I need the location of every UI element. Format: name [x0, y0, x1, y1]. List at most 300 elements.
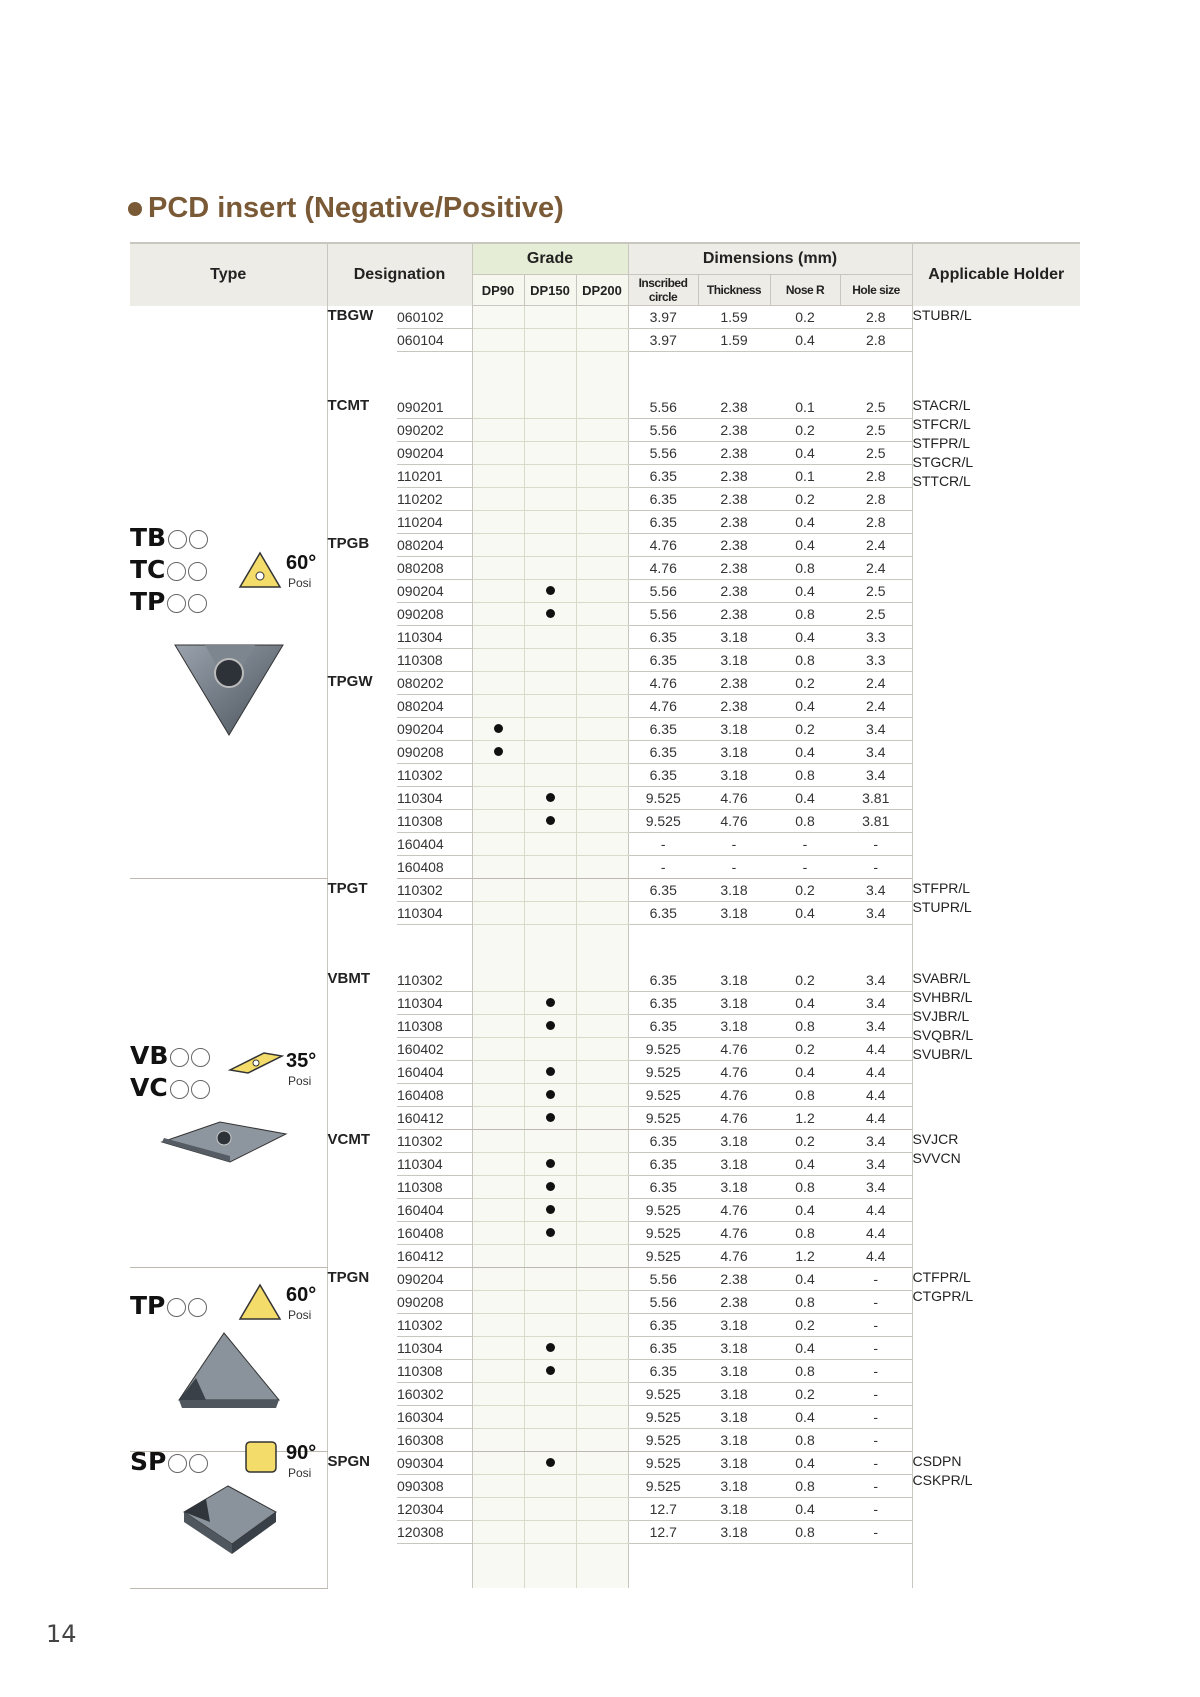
grade-cell — [472, 1337, 524, 1360]
dimension-cell: 6.35 — [628, 764, 698, 787]
designation-code: 160404 — [397, 1061, 472, 1084]
grade-cell — [472, 1452, 524, 1475]
dimension-cell: 2.38 — [698, 511, 770, 534]
grade-cell — [524, 1222, 576, 1245]
dimension-cell: - — [770, 856, 840, 879]
dimension-cell — [840, 352, 912, 375]
grade-cell — [524, 1176, 576, 1199]
grade-cell — [472, 1360, 524, 1383]
dimension-cell — [628, 947, 698, 969]
dimension-cell: 3.18 — [698, 649, 770, 672]
dimension-cell: 4.76 — [698, 1038, 770, 1061]
designation-code: 110201 — [397, 465, 472, 488]
dimension-cell: 0.2 — [770, 1314, 840, 1337]
dimension-cell: 4.76 — [628, 672, 698, 695]
grade-cell — [472, 1544, 524, 1567]
grade-cell — [472, 557, 524, 580]
grade-cell — [472, 1176, 524, 1199]
dimension-cell: 3.18 — [698, 902, 770, 925]
series-code: TBGW — [327, 306, 374, 324]
dimension-cell: 4.76 — [698, 1061, 770, 1084]
dimension-cell: 6.35 — [628, 1130, 698, 1153]
dimension-cell: 2.5 — [840, 419, 912, 442]
title-bullet-icon — [128, 202, 142, 216]
square-shape-icon — [244, 1440, 278, 1474]
designation-code: 110304 — [397, 902, 472, 925]
dimension-cell: 6.35 — [628, 902, 698, 925]
rhombus-shape-icon — [228, 1050, 284, 1076]
designation-code: 120308 — [397, 1521, 472, 1544]
designation-code: 110204 — [397, 511, 472, 534]
grade-cell — [576, 603, 628, 626]
dimension-cell: 2.38 — [698, 1268, 770, 1291]
dimension-cell: 0.4 — [770, 787, 840, 810]
dimension-cell: 2.4 — [840, 557, 912, 580]
designation-code: 160304 — [397, 1406, 472, 1429]
grade-cell — [524, 465, 576, 488]
dimension-cell: 3.18 — [698, 969, 770, 992]
grade-cell — [524, 1153, 576, 1176]
dimension-cell: - — [840, 1360, 912, 1383]
holder-name: SVJBR/L — [912, 1008, 970, 1024]
grade-cell — [524, 672, 576, 695]
dimension-cell: 1.2 — [770, 1107, 840, 1130]
grade-cell — [576, 833, 628, 856]
grade-cell — [472, 1521, 524, 1544]
dimension-cell: 3.18 — [698, 1360, 770, 1383]
dimension-cell: - — [840, 1429, 912, 1452]
dimension-cell: 6.35 — [628, 992, 698, 1015]
applicable-holder-cell — [912, 879, 1080, 970]
designation-code: 110308 — [397, 1360, 472, 1383]
dimension-cell: 6.35 — [628, 649, 698, 672]
grade-cell — [576, 1498, 628, 1521]
dimension-cell — [840, 925, 912, 948]
dimension-cell: 2.5 — [840, 603, 912, 626]
designation-code: 110304 — [397, 1153, 472, 1176]
grade-cell — [576, 374, 628, 396]
grade-cell — [472, 1291, 524, 1314]
dimension-cell: 0.4 — [770, 442, 840, 465]
designation-code: 160404 — [397, 1199, 472, 1222]
dimension-cell: 12.7 — [628, 1498, 698, 1521]
dimension-cell: - — [840, 1268, 912, 1291]
designation-code: 160308 — [397, 1429, 472, 1452]
grade-cell — [524, 306, 576, 329]
dimension-cell: 1.59 — [698, 329, 770, 352]
grade-cell — [524, 419, 576, 442]
table-row — [130, 879, 1080, 902]
applicable-holder-cell — [912, 1452, 1080, 1589]
dimension-cell: 2.38 — [698, 695, 770, 718]
grade-cell — [472, 1245, 524, 1268]
grade-cell — [472, 626, 524, 649]
grade-cell — [576, 992, 628, 1015]
dimension-cell: 5.56 — [628, 396, 698, 419]
holder-name: SVQBR/L — [912, 1027, 974, 1043]
dimension-cell: 0.8 — [770, 1429, 840, 1452]
grade-available-icon — [546, 1205, 555, 1214]
dimension-cell: 2.38 — [698, 419, 770, 442]
grade-cell — [524, 879, 576, 902]
grade-cell — [472, 374, 524, 396]
dimension-cell: 2.38 — [698, 1291, 770, 1314]
grade-cell — [524, 695, 576, 718]
dimension-cell: - — [840, 856, 912, 879]
header-grade-dp90: DP90 — [472, 275, 524, 306]
triangle-shape-icon — [238, 550, 282, 590]
dimension-cell: 3.18 — [698, 718, 770, 741]
grade-cell — [576, 787, 628, 810]
grade-cell — [472, 879, 524, 902]
dimension-cell: 4.4 — [840, 1222, 912, 1245]
dimension-cell — [770, 1566, 840, 1588]
grade-available-icon — [546, 1159, 555, 1168]
dimension-cell: 3.4 — [840, 879, 912, 902]
dimension-cell: 0.2 — [770, 672, 840, 695]
dimension-cell: 0.2 — [770, 419, 840, 442]
dimension-cell: 5.56 — [628, 1291, 698, 1314]
dimension-cell: 9.525 — [628, 1222, 698, 1245]
dimension-cell — [770, 925, 840, 948]
grade-cell — [576, 1291, 628, 1314]
designation-code: 110302 — [397, 969, 472, 992]
dimension-cell: 6.35 — [628, 879, 698, 902]
grade-cell — [472, 764, 524, 787]
dimension-cell: 2.5 — [840, 442, 912, 465]
series-code: TPGB — [327, 534, 370, 552]
dimension-cell: 4.4 — [840, 1107, 912, 1130]
designation-code: 110302 — [397, 1314, 472, 1337]
dimension-cell: 1.59 — [698, 306, 770, 329]
designation-code: 160404 — [397, 833, 472, 856]
dimension-cell: - — [840, 1521, 912, 1544]
series-code: VCMT — [327, 1130, 370, 1148]
grade-cell — [576, 879, 628, 902]
grade-cell — [576, 1314, 628, 1337]
header-grade-dp150: DP150 — [524, 275, 576, 306]
dimension-cell: 1.2 — [770, 1245, 840, 1268]
grade-cell — [576, 1566, 628, 1588]
dimension-cell: 3.3 — [840, 649, 912, 672]
dimension-cell: 3.18 — [698, 1521, 770, 1544]
grade-cell — [576, 580, 628, 603]
grade-cell — [472, 1153, 524, 1176]
dimension-cell — [698, 1544, 770, 1567]
grade-cell — [576, 534, 628, 557]
grade-cell — [576, 969, 628, 992]
designation-code: 090204 — [397, 718, 472, 741]
dimension-cell: 2.4 — [840, 672, 912, 695]
series-code: TPGN — [327, 1268, 370, 1286]
dimension-cell — [840, 947, 912, 969]
grade-cell — [472, 787, 524, 810]
series-code: TPGW — [327, 672, 373, 690]
grade-cell — [576, 465, 628, 488]
grade-cell — [524, 626, 576, 649]
applicable-holder-cell — [912, 1268, 1080, 1452]
dimension-cell: 4.76 — [698, 1245, 770, 1268]
designation-code: 060104 — [397, 329, 472, 352]
grade-cell — [576, 419, 628, 442]
grade-cell — [524, 329, 576, 352]
designation-code: 160402 — [397, 1038, 472, 1061]
grade-cell — [576, 626, 628, 649]
header-designation: Designation — [327, 243, 472, 306]
dimension-cell: 4.76 — [628, 534, 698, 557]
grade-cell — [472, 1038, 524, 1061]
grade-cell — [472, 833, 524, 856]
dimension-cell: 0.4 — [770, 1452, 840, 1475]
dimension-cell — [698, 925, 770, 948]
table-row — [130, 306, 1080, 329]
header-nose-r: Nose R — [770, 275, 840, 306]
dimension-cell — [628, 1544, 698, 1567]
grade-cell — [576, 1429, 628, 1452]
grade-cell — [524, 741, 576, 764]
grade-cell — [472, 695, 524, 718]
grade-cell — [576, 1360, 628, 1383]
dimension-cell: 0.8 — [770, 1015, 840, 1038]
grade-cell — [576, 902, 628, 925]
header-grade: Grade — [472, 243, 628, 275]
dimension-cell: 3.18 — [698, 1176, 770, 1199]
grade-cell — [472, 442, 524, 465]
dimension-cell: 3.18 — [698, 626, 770, 649]
grade-cell — [576, 1452, 628, 1475]
holder-name: STUBR/L — [912, 306, 972, 323]
dimension-cell: 2.38 — [698, 672, 770, 695]
dimension-cell: 0.4 — [770, 511, 840, 534]
dimension-cell: 0.4 — [770, 741, 840, 764]
dimension-cell: 4.76 — [698, 810, 770, 833]
grade-cell — [524, 902, 576, 925]
triangular-insert-image — [170, 640, 288, 740]
dimension-cell — [628, 925, 698, 948]
dimension-cell: 6.35 — [628, 1360, 698, 1383]
dimension-cell: 0.8 — [770, 603, 840, 626]
grade-cell — [576, 810, 628, 833]
holder-name: CTFPR/L — [912, 1268, 971, 1285]
grade-cell — [524, 511, 576, 534]
designation-code: 090208 — [397, 603, 472, 626]
type-group-tb-tc-tp: TB TC TP 60° Posi — [130, 522, 325, 618]
sp-insert-image — [176, 1482, 282, 1558]
grade-cell — [472, 1383, 524, 1406]
designation-code: 160408 — [397, 856, 472, 879]
grade-cell — [472, 306, 524, 329]
dimension-cell: 5.56 — [628, 603, 698, 626]
grade-cell — [524, 1521, 576, 1544]
grade-cell — [472, 1475, 524, 1498]
grade-cell — [524, 442, 576, 465]
grade-cell — [524, 534, 576, 557]
dimension-cell: 9.525 — [628, 810, 698, 833]
grade-cell — [576, 1015, 628, 1038]
dimension-cell: 6.35 — [628, 718, 698, 741]
grade-cell — [524, 1107, 576, 1130]
grade-cell — [524, 718, 576, 741]
dimension-cell: - — [840, 1406, 912, 1429]
grade-available-icon — [546, 1090, 555, 1099]
dimension-cell: 2.5 — [840, 580, 912, 603]
dimension-cell: 0.2 — [770, 718, 840, 741]
grade-cell — [576, 1245, 628, 1268]
dimension-cell: 0.2 — [770, 1130, 840, 1153]
grade-cell — [576, 1176, 628, 1199]
grade-cell — [576, 1130, 628, 1153]
grade-cell — [524, 1199, 576, 1222]
grade-cell — [472, 329, 524, 352]
grade-available-icon — [546, 1343, 555, 1352]
dimension-cell: - — [840, 833, 912, 856]
designation-code: 160408 — [397, 1084, 472, 1107]
dimension-cell: 4.76 — [628, 557, 698, 580]
dimension-cell: 3.4 — [840, 902, 912, 925]
designation-code: 160412 — [397, 1107, 472, 1130]
dimension-cell: 3.18 — [698, 1153, 770, 1176]
dimension-cell: 3.4 — [840, 1130, 912, 1153]
grade-available-icon — [546, 586, 555, 595]
type-group-tp: TP 60° Posi — [130, 1290, 325, 1322]
designation-code: 090201 — [397, 396, 472, 419]
dimension-cell: 6.35 — [628, 465, 698, 488]
dimension-cell: 0.8 — [770, 1475, 840, 1498]
grade-cell — [524, 1475, 576, 1498]
dimension-cell: 3.4 — [840, 1153, 912, 1176]
dimension-cell: 3.18 — [698, 1452, 770, 1475]
type-group-vb-vc: VB VC 35° Posi — [130, 1040, 325, 1104]
grade-cell — [472, 1429, 524, 1452]
grade-available-icon — [546, 816, 555, 825]
dimension-cell — [698, 1566, 770, 1588]
dimension-cell: 6.35 — [628, 1314, 698, 1337]
dimension-cell — [698, 374, 770, 396]
dimension-cell: 2.38 — [698, 580, 770, 603]
triangle-shape-icon-2 — [238, 1282, 282, 1322]
grade-cell — [524, 1015, 576, 1038]
dimension-cell: 9.525 — [628, 1084, 698, 1107]
grade-cell — [524, 1268, 576, 1291]
dimension-cell: 3.97 — [628, 306, 698, 329]
dimension-cell: 3.18 — [698, 1015, 770, 1038]
dimension-cell: 9.525 — [628, 1383, 698, 1406]
holder-name: STFPR/L — [912, 435, 971, 451]
dimension-cell: 4.76 — [698, 787, 770, 810]
grade-cell — [472, 488, 524, 511]
dimension-cell: 6.35 — [628, 1153, 698, 1176]
grade-cell — [524, 488, 576, 511]
grade-cell — [524, 1429, 576, 1452]
grade-cell — [576, 1544, 628, 1567]
grade-cell — [524, 352, 576, 375]
dimension-cell: 4.4 — [840, 1061, 912, 1084]
grade-cell — [472, 1566, 524, 1588]
page-title: PCD insert (Negative/Positive) — [128, 192, 564, 225]
grade-available-icon — [546, 1113, 555, 1122]
dimension-cell — [770, 947, 840, 969]
grade-available-icon — [546, 609, 555, 618]
grade-cell — [524, 396, 576, 419]
dimension-cell: 0.4 — [770, 1061, 840, 1084]
grade-cell — [524, 833, 576, 856]
grade-cell — [524, 1061, 576, 1084]
grade-cell — [524, 1291, 576, 1314]
grade-cell — [524, 374, 576, 396]
dimension-cell: 2.38 — [698, 396, 770, 419]
series-code: SPGN — [327, 1452, 371, 1470]
designation-code: 110302 — [397, 764, 472, 787]
grade-cell — [472, 419, 524, 442]
dimension-cell: 6.35 — [628, 511, 698, 534]
grade-cell — [472, 1314, 524, 1337]
dimension-cell — [840, 374, 912, 396]
holder-name: CSDPN — [912, 1452, 962, 1469]
dimension-cell: 2.8 — [840, 488, 912, 511]
dimension-cell: - — [840, 1475, 912, 1498]
dimension-cell: 3.18 — [698, 1337, 770, 1360]
grade-cell — [472, 718, 524, 741]
holder-name: STACR/L — [912, 397, 971, 413]
grade-cell — [472, 1130, 524, 1153]
grade-cell — [472, 396, 524, 419]
grade-cell — [576, 1521, 628, 1544]
grade-cell — [472, 969, 524, 992]
designation-code: 090208 — [397, 1291, 472, 1314]
grade-cell — [524, 1084, 576, 1107]
dimension-cell: 5.56 — [628, 419, 698, 442]
type-group-sp: SP 90° Posi — [130, 1446, 325, 1478]
grade-cell — [524, 992, 576, 1015]
dimension-cell: 4.76 — [628, 695, 698, 718]
dimension-cell: 3.3 — [840, 626, 912, 649]
grade-cell — [524, 1038, 576, 1061]
designation-code: 090304 — [397, 1452, 472, 1475]
dimension-cell: 3.18 — [698, 1383, 770, 1406]
dimension-cell: 0.8 — [770, 1176, 840, 1199]
grade-cell — [524, 764, 576, 787]
grade-cell — [472, 1268, 524, 1291]
tp-insert-image — [176, 1330, 282, 1412]
dimension-cell: 0.4 — [770, 626, 840, 649]
header-applicable-holder: Applicable Holder — [912, 243, 1080, 306]
designation-code — [397, 947, 472, 969]
grade-cell — [472, 1498, 524, 1521]
holder-name: SVHBR/L — [912, 989, 973, 1005]
designation-code: 160302 — [397, 1383, 472, 1406]
dimension-cell: 2.38 — [698, 465, 770, 488]
dimension-cell: 0.2 — [770, 488, 840, 511]
grade-cell — [472, 1015, 524, 1038]
dimension-cell: 9.525 — [628, 1245, 698, 1268]
dimension-cell: 9.525 — [628, 1452, 698, 1475]
dimension-cell: - — [840, 1337, 912, 1360]
grade-cell — [576, 649, 628, 672]
dimension-cell: 0.4 — [770, 580, 840, 603]
designation-code: 110308 — [397, 1015, 472, 1038]
grade-available-icon — [546, 793, 555, 802]
dimension-cell: 4.76 — [698, 1199, 770, 1222]
dimension-cell: 3.18 — [698, 1498, 770, 1521]
header-inscribed-circle: Inscribed circle — [628, 275, 698, 306]
dimension-cell — [840, 1566, 912, 1588]
grade-cell — [576, 557, 628, 580]
dimension-cell: 0.4 — [770, 1337, 840, 1360]
designation-code: 090208 — [397, 741, 472, 764]
designation-code: 090204 — [397, 580, 472, 603]
grade-available-icon — [546, 1366, 555, 1375]
dimension-cell: 0.2 — [770, 306, 840, 329]
